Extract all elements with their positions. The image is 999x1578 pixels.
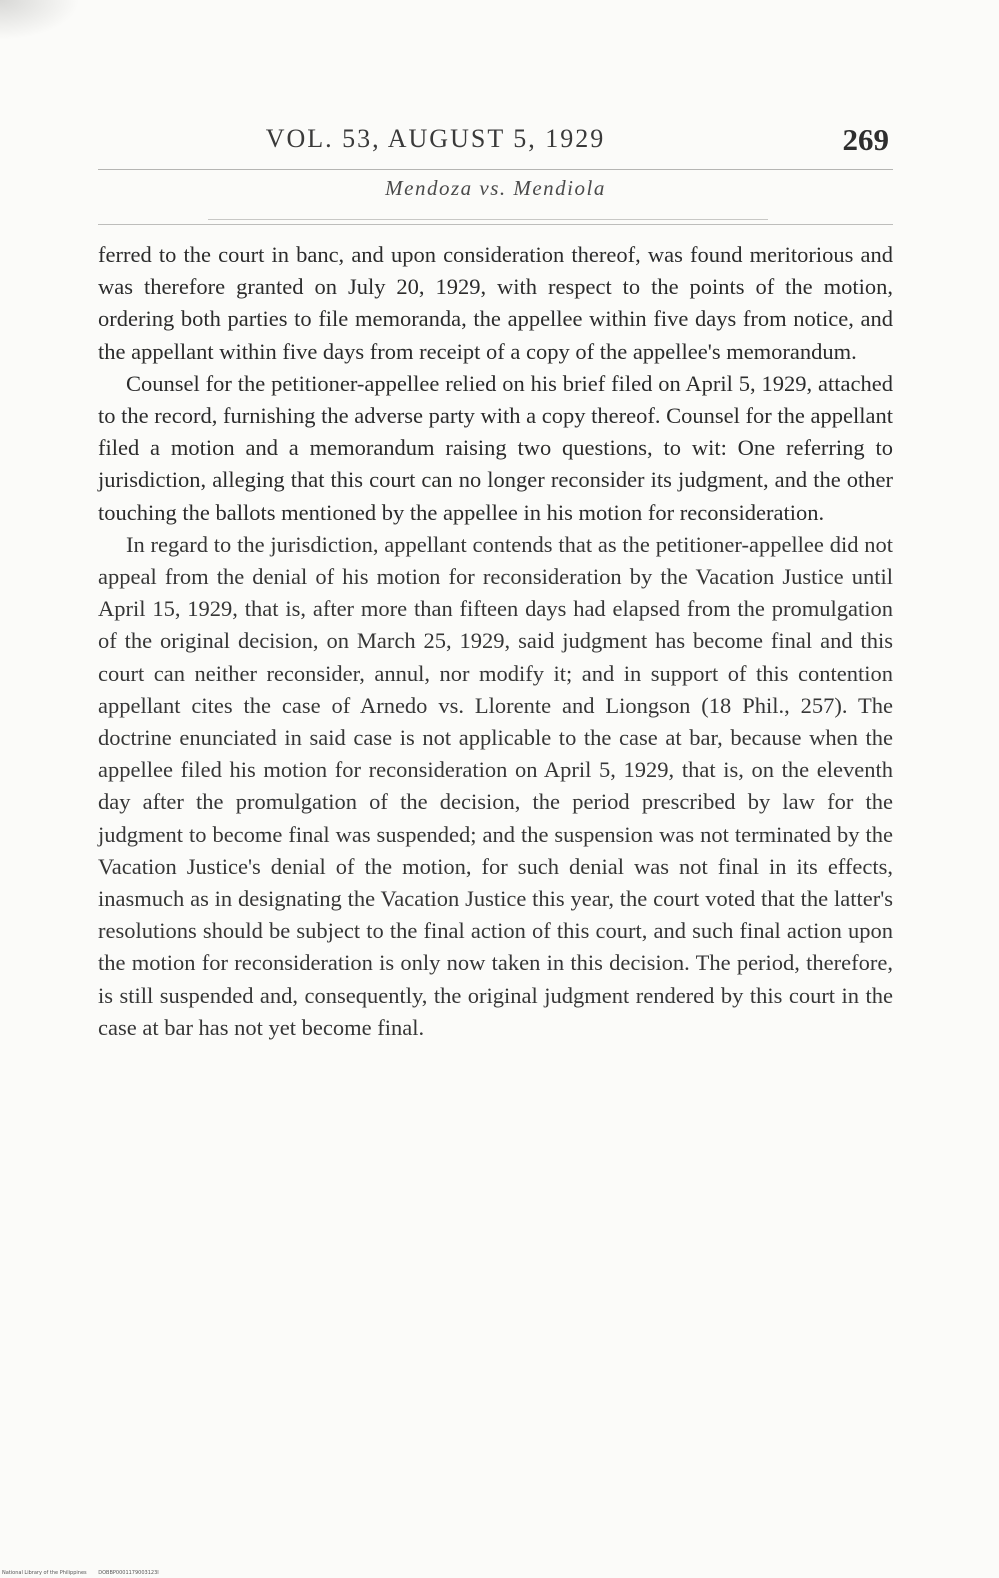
header-divider-bottom [98, 224, 893, 225]
scan-corner-shadow [0, 0, 80, 40]
case-caption: Mendoza vs. Mendiola [385, 176, 606, 200]
scan-footer-stamp [2, 1570, 159, 1576]
running-title: VOL. 53, AUGUST 5, 1929 [265, 124, 606, 153]
running-head [98, 118, 893, 162]
page-number: 269 [842, 122, 889, 157]
document-page [98, 0, 893, 1578]
paragraph-jurisdiction: In regard to the jurisdiction, appellant contends that as the petitioner-appellee did not appeal from the denial of his motion for reconsideration by the Vacation Justice until April 15, 1929, that is, after more than fifteen days had elapsed from the promulgation of the original decision, on March 25, 1929, said judgment has become final and this court can neither reconsider, annul, nor modify it; and in support of this contention appellant cites the case of Arnedo vs. Llorente and Liongson (18 Phil., 257). The doctrine enunciated in said case is not applicable to the case at bar, because when the appellee filed his motion for reconsideration on April 5, 1929, that is, on the eleventh day after the promulgation of the decision, the period prescribed by law for the judgment to become final was suspended; and the suspension was not terminated by the Vacation Justice's denial of the motion, for such denial was not final in its effects, inasmuch as in designating the Vacation Justice this year, the court voted that the latter's resolutions should be subject to the final action of this court, and such final action upon the motion for reconsideration is only now taken in this decision. The period, therefore, is still suspended and, consequently, the original judgment rendered by this court in the case at bar has not yet become final. [98, 531, 893, 1040]
paragraph-counsel: Counsel for the petitioner-appellee relied on his brief filed on April 5, 1929, attached to the record, furnishing the adverse party with a copy thereof. Counsel for the appellant filed a motion and a memorandum raising two questions, to wit: One referring to jurisdiction, alleging that this court can no longer reconsider its judgment, and the other touching the ballots mentioned by the appellee in his motion for reconsideration. [98, 370, 893, 525]
paragraph-continued: ferred to the court in banc, and upon consideration thereof, was found meritorious and was therefore granted on July 20, 1929, with respect to the points of the motion, ordering both parties to file memoranda, the appellee within five days from notice, and the appellant within five days from receipt of a copy of the appellee's memorandum. [98, 242, 893, 364]
body-text [98, 239, 893, 1044]
header-divider-top [98, 169, 893, 170]
library-name: National Library of the Philippines [2, 1570, 87, 1576]
scan-identifier: DOBBP0001179003123I [98, 1570, 159, 1576]
caption-divider [208, 219, 768, 220]
